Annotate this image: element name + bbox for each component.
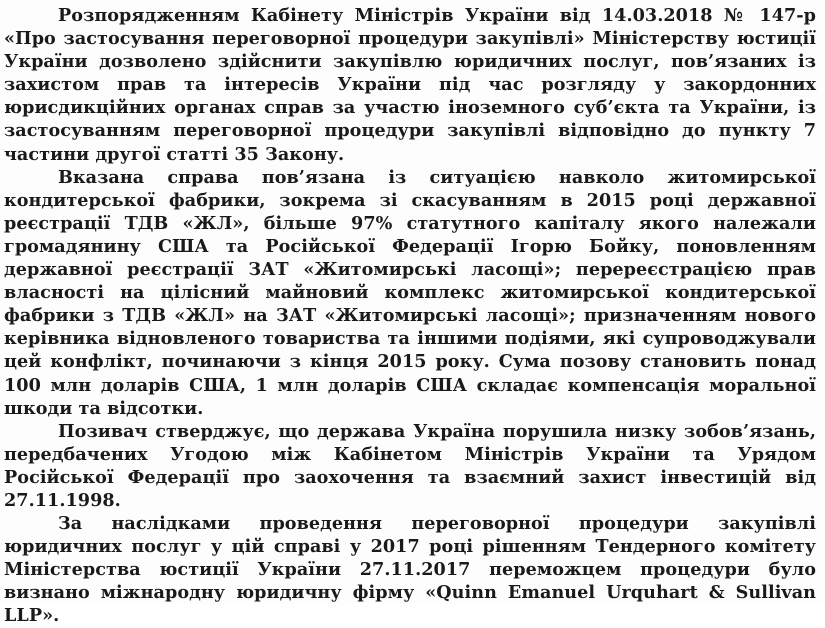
paragraph-case-description: Вказана справа пов’язана із ситуацією навколо житомирської кондитерської фабрики, зокрема зі скасуванням в 2015 році державної реєстрації ТДВ «ЖЛ», більше 97% статутного капіталу якого належали громадянину США та Російської Федерації Ігорю Бойку, поновленням державної реєстрації ЗАТ «Житомирські ласощі»; перереєстрацією прав власності на цілісний майновий комплекс житомирської кондитерської фабрики з ТДВ «ЖЛ» на ЗАТ «Житомирські ласощі»; призначенням нового керівника відновленого товариства та іншими подіями, які супроводжували цей конфлікт, починаючи з кінця 2015 року. Сума позову становить понад 100 млн доларів США, 1 млн доларів США складає компенсація моральної шкоди та відсотки.: [4, 166, 816, 419]
paragraph-procurement-result: За наслідками проведення переговорної процедури закупівлі юридичних послуг у цій справі у 2017 році рішенням Тендерного комітету Міністерства юстиції України 27.11.2017 переможцем процедури було визнано міжнародну юридичну фірму «Quinn Emanuel Urquhart & Sullivan LLP».: [4, 513, 816, 627]
document-body: [4, 4, 816, 628]
paragraph-claimant-position: Позивач стверджує, що держава Україна порушила низку зобов’язань, передбачених Угодою між Кабінетом Міністрів України та Урядом Російської Федерації про заохочення та взаємний захист інвестицій від 27.11.1998.: [4, 420, 816, 511]
paragraph-procurement-order: Розпорядженням Кабінету Міністрів України від 14.03.2018 № 147-р «Про застосування переговорної процедури закупівлі» Міністерству юстиції України дозволено здійснити закупівлю юридичних послуг, пов’язаних із захистом прав та інтересів України під час розгляду у закордонних юрисдикційних органах справ за участю іноземного суб’єкта та України, із застосуванням переговорної процедури закупівлі відповідно до пункту 7 частини другої статті 35 Закону.: [4, 5, 816, 165]
